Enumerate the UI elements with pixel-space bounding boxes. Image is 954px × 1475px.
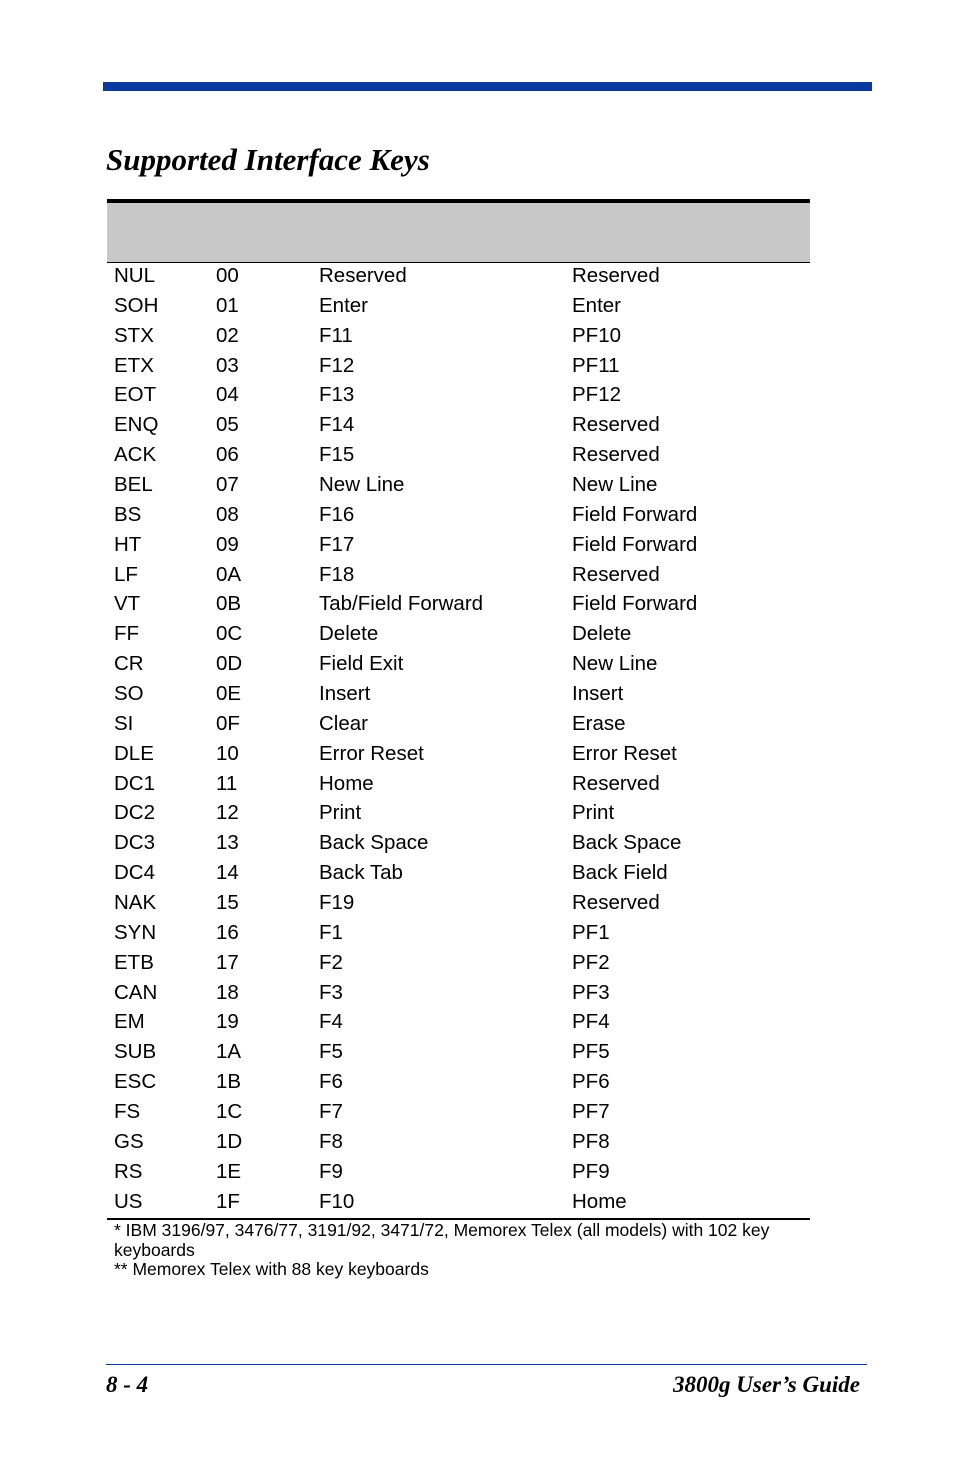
table-cell: DC1	[114, 771, 156, 795]
table-cell: Delete	[572, 622, 632, 646]
table-cell: F11	[319, 323, 353, 347]
table-cell: EOT	[114, 383, 157, 407]
footer-rule	[106, 1364, 867, 1365]
table-cell: Enter	[572, 293, 621, 317]
table-cell: Tab/Field Forward	[319, 592, 484, 616]
table-cell: F2	[319, 950, 343, 974]
table-cell: SI	[114, 711, 134, 735]
table-cell: PF10	[572, 323, 621, 347]
table-row	[107, 589, 810, 619]
table-cell: Insert	[319, 682, 371, 706]
table-row	[107, 978, 810, 1008]
table-cell: 0F	[216, 711, 240, 735]
table-row	[107, 410, 810, 440]
table-cell: 17	[216, 950, 239, 974]
table-cell: Delete	[319, 622, 379, 646]
table-cell: Enter	[319, 293, 368, 317]
table-cell: Home	[319, 771, 374, 795]
table-cell: ETX	[114, 353, 154, 377]
table-cell: EM	[114, 1010, 145, 1034]
table-cell: US	[114, 1189, 143, 1213]
table-cell: Reserved	[572, 771, 660, 795]
key-table	[107, 261, 810, 1217]
table-row	[107, 649, 810, 679]
table-row	[107, 858, 810, 888]
table-cell: Reserved	[572, 562, 660, 586]
table-cell: SUB	[114, 1040, 157, 1064]
table-cell: F5	[319, 1040, 343, 1064]
table-row	[107, 679, 810, 709]
table-cell: 05	[216, 413, 239, 437]
table-cell: STX	[114, 323, 154, 347]
table-cell: Reserved	[572, 891, 660, 915]
table-cell: 14	[216, 861, 239, 885]
table-cell: F4	[319, 1010, 343, 1034]
table-cell: Back Space	[319, 831, 429, 855]
table-cell: PF2	[572, 950, 610, 974]
table-row	[107, 888, 810, 918]
table-header	[107, 203, 810, 262]
table-row	[107, 261, 810, 291]
table-cell: PF6	[572, 1070, 610, 1094]
table-cell: DC4	[114, 861, 156, 885]
table-cell: Back Space	[572, 831, 682, 855]
table-cell: 0E	[216, 682, 242, 706]
table-row	[107, 769, 810, 799]
table-cell: F3	[319, 980, 343, 1004]
table-cell: New Line	[572, 473, 658, 497]
table-cell: Back Field	[572, 861, 668, 885]
table-cell: 18	[216, 980, 239, 1004]
table-cell: PF9	[572, 1159, 610, 1183]
table-cell: CR	[114, 652, 144, 676]
table-row	[107, 291, 810, 321]
table-cell: ACK	[114, 443, 157, 467]
table-cell: Print	[319, 801, 362, 825]
header-rule	[103, 82, 872, 91]
table-cell: ENQ	[114, 413, 159, 437]
table-cell: New Line	[572, 652, 658, 676]
table-cell: CAN	[114, 980, 158, 1004]
table-cell: PF7	[572, 1100, 610, 1124]
table-row	[107, 918, 810, 948]
table-cell: F12	[319, 353, 355, 377]
table-row	[107, 948, 810, 978]
table-cell: F19	[319, 891, 355, 915]
table-row	[107, 1037, 810, 1067]
table-row	[107, 380, 810, 410]
page-title: Supported Interface Keys	[106, 142, 430, 177]
table-cell: 16	[216, 920, 239, 944]
table-cell: 1D	[216, 1129, 243, 1153]
table-cell: NUL	[114, 264, 156, 287]
table-cell: SOH	[114, 293, 159, 317]
table-cell: 07	[216, 473, 239, 497]
table-cell: DC3	[114, 831, 156, 855]
table-row	[107, 321, 810, 351]
table-cell: ESC	[114, 1070, 157, 1094]
table-cell: Reserved	[572, 443, 660, 467]
table-cell: SYN	[114, 920, 157, 944]
table-cell: PF8	[572, 1129, 610, 1153]
table-row	[107, 739, 810, 769]
table-cell: Erase	[572, 711, 626, 735]
table-cell: Back Tab	[319, 861, 403, 885]
table-cell: 10	[216, 741, 239, 765]
table-cell: 09	[216, 532, 239, 556]
table-row	[107, 1067, 810, 1097]
table-cell: Error Reset	[572, 741, 677, 765]
table-cell: PF1	[572, 920, 610, 944]
table-cell: Reserved	[572, 413, 660, 437]
table-cell: F16	[319, 502, 355, 526]
table-cell: DLE	[114, 741, 154, 765]
table-row	[107, 440, 810, 470]
table-row	[107, 1097, 810, 1127]
table-cell: GS	[114, 1129, 144, 1153]
table-cell: New Line	[319, 473, 405, 497]
table-row	[107, 1127, 810, 1157]
footnote: * IBM 3196/97, 3476/77, 3191/92, 3471/72, Memorex Telex (all models) with 102 key keyboards	[114, 1220, 770, 1260]
table-cell: F10	[319, 1189, 355, 1213]
table-cell: VT	[114, 592, 141, 616]
table-cell: 0D	[216, 652, 243, 676]
table-cell: FF	[114, 622, 140, 646]
table-cell: F18	[319, 562, 355, 586]
table-cell: F17	[319, 532, 355, 556]
table-cell: DC2	[114, 801, 156, 825]
table-cell: F9	[319, 1159, 343, 1183]
table-cell: Field Forward	[572, 532, 698, 556]
table-cell: 15	[216, 891, 239, 915]
table-cell: HT	[114, 532, 142, 556]
table-row	[107, 1187, 810, 1217]
table-cell: BS	[114, 502, 142, 526]
table-cell: Insert	[572, 682, 624, 706]
table-cell: F15	[319, 443, 355, 467]
table-cell: F13	[319, 383, 355, 407]
table-cell: RS	[114, 1159, 143, 1183]
table-cell: Reserved	[572, 264, 660, 287]
table-cell: F14	[319, 413, 355, 437]
table-cell: 06	[216, 443, 239, 467]
table-cell: F6	[319, 1070, 343, 1094]
table-cell: FS	[114, 1100, 141, 1124]
table-cell: Clear	[319, 711, 368, 735]
table-row	[107, 530, 810, 560]
table-row	[107, 560, 810, 590]
table-cell: 02	[216, 323, 239, 347]
table-cell: PF4	[572, 1010, 610, 1034]
footnote: ** Memorex Telex with 88 key keyboards	[114, 1259, 429, 1279]
table-row	[107, 709, 810, 739]
table-cell: PF5	[572, 1040, 610, 1064]
table-row	[107, 500, 810, 530]
table-cell: 19	[216, 1010, 239, 1034]
table-cell: 00	[216, 264, 239, 287]
guide-title: 3800g User’s Guide	[673, 1372, 860, 1397]
table-cell: F7	[319, 1100, 343, 1124]
table-cell: 0C	[216, 622, 243, 646]
table-cell: Reserved	[319, 264, 407, 287]
table-row	[107, 798, 810, 828]
table-cell: 1C	[216, 1100, 243, 1124]
table-row	[107, 619, 810, 649]
table-cell: Print	[572, 801, 615, 825]
table-cell: 12	[216, 801, 239, 825]
table-cell: PF3	[572, 980, 610, 1004]
table-cell: Field Forward	[572, 502, 698, 526]
table-cell: Field Forward	[572, 592, 698, 616]
table-cell: 1A	[216, 1040, 242, 1064]
table-cell: F8	[319, 1129, 343, 1153]
table-cell: 11	[216, 771, 238, 795]
table-cell: LF	[114, 562, 138, 586]
footnotes	[114, 1221, 814, 1280]
table-cell: NAK	[114, 891, 157, 915]
table-cell: SO	[114, 682, 144, 706]
page-number: 8 - 4	[106, 1372, 149, 1397]
table-row	[107, 1007, 810, 1037]
table-row	[107, 1157, 810, 1187]
table-cell: 13	[216, 831, 239, 855]
table-row	[107, 351, 810, 381]
table-cell: PF11	[572, 353, 620, 377]
table-cell: 1B	[216, 1070, 242, 1094]
table-cell: 0B	[216, 592, 242, 616]
table-cell: 1E	[216, 1159, 242, 1183]
table-cell: BEL	[114, 473, 153, 497]
table-cell: ETB	[114, 950, 154, 974]
table-cell: F1	[319, 920, 343, 944]
table-row	[107, 470, 810, 500]
table-cell: Error Reset	[319, 741, 424, 765]
table-cell: Home	[572, 1189, 627, 1213]
table-cell: PF12	[572, 383, 621, 407]
table-cell: 04	[216, 383, 239, 407]
table-cell: 1F	[216, 1189, 240, 1213]
table-cell: 01	[216, 293, 239, 317]
table-row	[107, 828, 810, 858]
table-cell: Field Exit	[319, 652, 404, 676]
table-cell: 03	[216, 353, 239, 377]
table-cell: 0A	[216, 562, 242, 586]
table-cell: 08	[216, 502, 239, 526]
